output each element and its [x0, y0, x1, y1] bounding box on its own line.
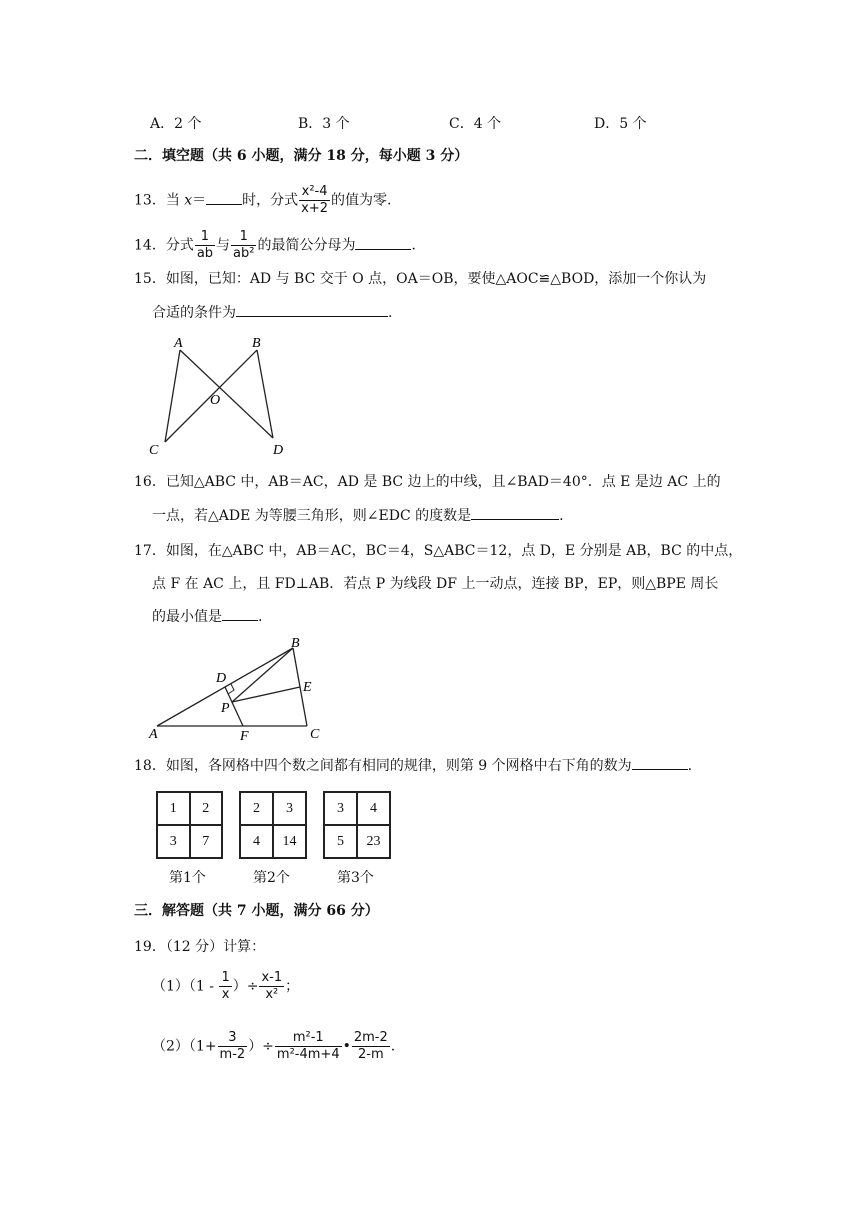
question-17-line-2: 点 F 在 AC 上，且 FD⊥AB．若点 P 为线段 DF 上一动点，连接 BP，EP，则△BPE 周长	[152, 576, 719, 592]
question-16-line-1: 16．已知△ABC 中，AB＝AC，AD 是 BC 边上的中线，且∠BAD＝40°．点 E 是边 AC 上的	[134, 474, 721, 490]
q19p1-f1-numerator: 1	[221, 970, 230, 985]
grid-1-cell-tl: 1	[157, 792, 190, 825]
number-grid-2	[239, 791, 307, 859]
fig17-label-c: C	[310, 727, 320, 742]
q19p2-text-a: （2）（1+	[152, 1038, 217, 1055]
fig17-label-p: P	[221, 701, 230, 716]
grid-1-cell-bl: 3	[157, 825, 190, 858]
q19-part-2	[152, 1030, 395, 1063]
q13-denominator: x+2	[301, 201, 329, 216]
grid-2-cell-tl: 2	[240, 792, 273, 825]
fig15-label-d: D	[273, 443, 284, 458]
q17-answer-blank[interactable]	[222, 606, 258, 621]
grid-1-cell-br: 7	[190, 825, 223, 858]
q14-fraction-2	[231, 229, 256, 262]
q15-text-a: 合适的条件为	[152, 305, 236, 321]
question-17-line-1: 17．如图，在△ABC 中，AB＝AC，BC＝4，S△ABC＝12，点 D，E 分别是 AB，BC 的中点，	[134, 543, 743, 559]
q14-f1-denominator: ab	[196, 246, 214, 261]
grid-3-cell-bl: 5	[324, 825, 357, 858]
fig17-label-b: B	[291, 636, 300, 651]
question-15-line-1: 15．如图，已知：AD 与 BC 交于 O 点，OA＝OB，要使△AOC≌△BOD，添加一个你认为	[134, 271, 707, 287]
grid-3-cell-br: 23	[357, 825, 390, 858]
q14-text-a: 14．分式	[134, 237, 194, 254]
grid-1-label: 第1个	[169, 870, 206, 886]
grid-2-cell-br: 14	[273, 825, 306, 858]
fig17-label-e: E	[303, 680, 312, 695]
q13-answer-blank[interactable]	[206, 190, 242, 205]
question-14	[134, 229, 416, 262]
q16-text-b: .	[559, 508, 564, 524]
question-16-line-2	[152, 505, 564, 527]
q19-part-1	[152, 970, 299, 1003]
q19p2-f1-numerator: 3	[218, 1030, 248, 1047]
figure-17-triangle	[145, 634, 335, 744]
q19p1-fraction-2	[259, 970, 284, 1003]
q14-f2-numerator: 1	[231, 229, 256, 246]
question-18	[134, 755, 692, 777]
q14-text-c: 的最简公分母为	[257, 237, 356, 254]
option-c: C．4 个	[449, 116, 502, 132]
fig15-label-a: A	[174, 336, 183, 351]
q19p1-text-b: ）÷	[232, 978, 259, 995]
q18-text-b: .	[687, 758, 693, 774]
fig15-label-o: O	[210, 393, 221, 408]
q19p2-f2-numerator: m²-1	[275, 1030, 342, 1047]
q13-var-x: x	[184, 192, 193, 209]
q18-answer-blank[interactable]	[632, 755, 688, 770]
q15-text-b: .	[388, 305, 393, 321]
q19p2-text-d: .	[390, 1038, 396, 1055]
q19p2-f3-numerator: 2m-2	[353, 1030, 388, 1045]
q19p1-f1-denominator: x	[221, 987, 230, 1002]
fig17-label-d: D	[216, 671, 227, 686]
grid-2-cell-tr: 3	[273, 792, 306, 825]
q15-answer-blank[interactable]	[236, 302, 388, 317]
q19p1-f2-numerator: x-1	[261, 970, 283, 985]
grid-2-cell-bl: 4	[240, 825, 273, 858]
grid-3-cell-tl: 3	[324, 792, 357, 825]
q17-text-a: 的最小值是	[152, 609, 222, 625]
grid-3-label: 第3个	[337, 870, 374, 886]
fig17-label-f: F	[240, 729, 249, 744]
q19p2-fraction-2	[275, 1030, 342, 1063]
question-19-title: 19．（12 分）计算：	[134, 939, 266, 955]
q14-answer-blank[interactable]	[355, 235, 411, 250]
grid-1-cell-tr: 2	[190, 792, 223, 825]
q14-text-d: .	[411, 237, 416, 254]
fig15-seg-ac	[165, 350, 180, 442]
section-heading-solve: 三．解答题（共 7 小题，满分 66 分）	[134, 903, 379, 919]
q13-text-a: 13．当	[134, 192, 185, 209]
section-heading-fill-blank: 二．填空题（共 6 小题，满分 18 分，每小题 3 分）	[134, 148, 469, 164]
option-a: A．2 个	[150, 116, 202, 132]
number-grid-1	[156, 791, 223, 859]
q19p2-text-b: ）÷	[248, 1038, 274, 1055]
q16-answer-blank[interactable]	[471, 505, 559, 520]
question-13	[134, 184, 391, 217]
fig17-seg-pe	[232, 687, 300, 702]
q13-fraction	[299, 184, 330, 217]
fig15-label-b: B	[252, 336, 261, 351]
figure-15-bowtie	[145, 332, 290, 462]
q19p2-fraction-3	[352, 1030, 390, 1063]
q19p2-f3-denominator: 2-m	[357, 1047, 384, 1062]
q13-numerator: x²-4	[299, 184, 330, 201]
grid-3-cell-tr: 4	[357, 792, 390, 825]
grid-2-label: 第2个	[253, 870, 290, 886]
q19p2-text-c: •	[342, 1038, 351, 1055]
q19p2-f1-denominator: m-2	[219, 1047, 246, 1062]
option-b: B．3 个	[298, 116, 350, 132]
q14-text-b: 与	[216, 237, 231, 254]
question-17-line-3	[152, 606, 262, 628]
option-d: D．5 个	[594, 116, 647, 132]
q18-text-a: 18．如图，各网格中四个数之间都有相同的规律，则第 9 个网格中右下角的数为	[134, 758, 632, 774]
q19p1-f2-denominator: x²	[265, 987, 279, 1002]
q13-text-c: 时，分式	[242, 192, 299, 209]
q19p2-fraction-1	[218, 1030, 248, 1063]
q16-text-a: 一点，若△ADE 为等腰三角形，则∠EDC 的度数是	[152, 508, 472, 524]
q19p1-text-c: ；	[285, 978, 300, 995]
question-15-line-2	[152, 302, 392, 324]
fig15-label-c: C	[149, 443, 159, 458]
q19p2-f2-denominator: m²-4m+4	[276, 1047, 340, 1062]
q14-f2-denominator: ab²	[233, 246, 255, 261]
fig17-seg-bp	[232, 648, 293, 702]
q19p1-fraction-1	[219, 970, 231, 1003]
fig17-label-a: A	[149, 727, 158, 742]
q13-text-d: 的值为零.	[331, 192, 392, 209]
q17-text-b: .	[258, 609, 263, 625]
q13-text-b: ＝	[192, 192, 207, 209]
q19p1-text-a: （1）（1 -	[152, 978, 219, 995]
number-grid-3	[323, 791, 391, 859]
q14-fraction-1	[195, 229, 215, 262]
q14-f1-numerator: 1	[195, 229, 215, 246]
